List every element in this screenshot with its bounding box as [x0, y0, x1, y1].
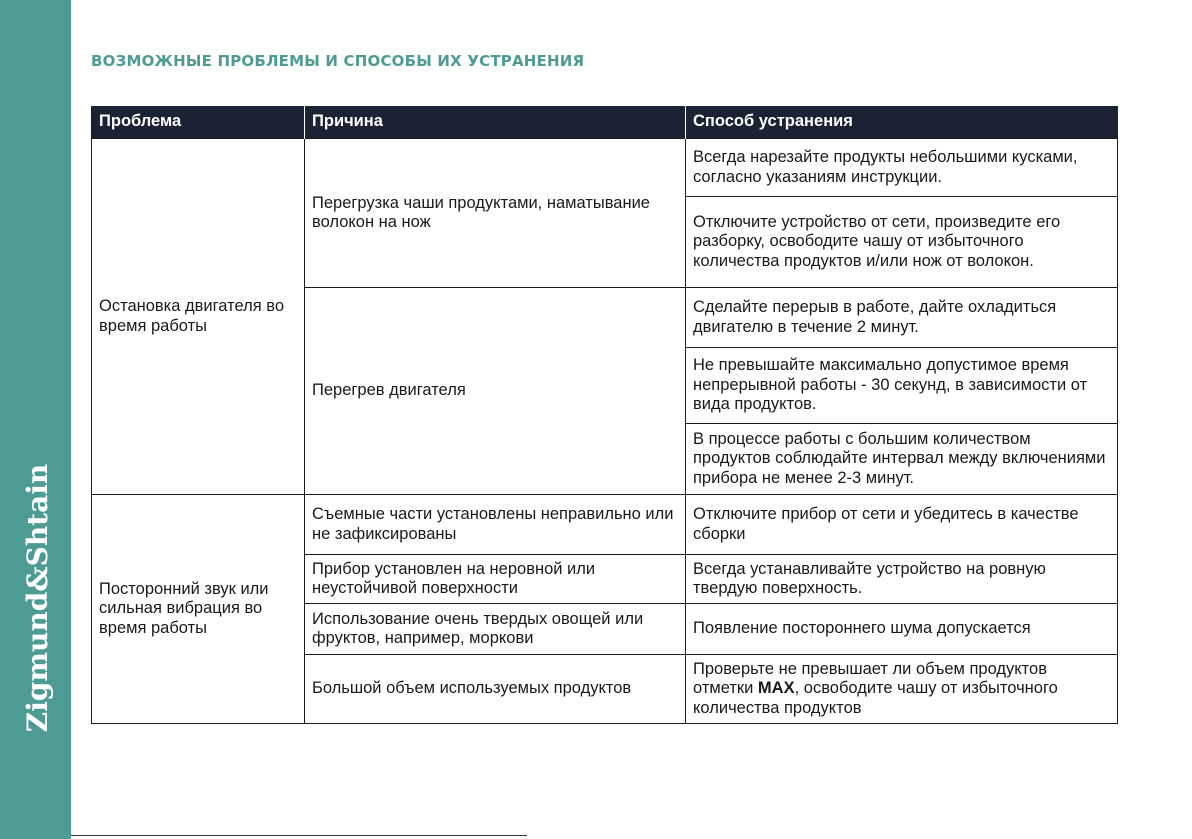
- solution-cell: [686, 655, 1118, 724]
- max-mark-label: MAX: [757, 679, 795, 698]
- solution-cell: Сделайте перерыв в работе, дайте охладиться двигателю в течение 2 минут.: [686, 288, 1118, 348]
- solution-cell: Отключите прибор от сети и убедитесь в качестве сборки: [686, 495, 1118, 555]
- cause-cell: Большой объем используемых продуктов: [305, 655, 686, 724]
- header-cause: Причина: [305, 106, 686, 139]
- brand-logo: [0, 0, 71, 839]
- cause-cell: Съемные части установлены неправильно или не зафиксированы: [305, 495, 686, 555]
- side-band: [0, 0, 71, 839]
- solution-text-after: , освободите чашу от избыточного количества продуктов: [693, 679, 1058, 717]
- solution-cell: Отключите устройство от сети, произведите его разборку, освободите чашу от избыточного количества продуктов и/или нож от волокон.: [686, 197, 1118, 288]
- solution-text-before: Проверьте не превышает ли объем продуктов отметки: [693, 659, 1048, 698]
- table-row: [92, 495, 1118, 555]
- cause-cell: Перегрев двигателя: [305, 288, 686, 495]
- brand-logo-text: Zigmund&Shtain: [21, 463, 54, 733]
- footer-rule: [71, 835, 527, 836]
- solution-cell: Всегда нарезайте продукты небольшими кусками, согласно указаниям инструкции.: [686, 139, 1118, 197]
- cause-cell: Прибор установлен на неровной или неустойчивой поверхности: [305, 555, 686, 604]
- cause-cell: Использование очень твердых овощей или фруктов, например, моркови: [305, 604, 686, 655]
- problem-cell: Остановка двигателя во время работы: [92, 139, 305, 495]
- page-title: ВОЗМОЖНЫЕ ПРОБЛЕМЫ И СПОСОБЫ ИХ УСТРАНЕНИЯ: [91, 52, 585, 70]
- solution-cell: Всегда устанавливайте устройство на ровную твердую поверхность.: [686, 555, 1118, 604]
- cause-cell: Перегрузка чаши продуктами, наматывание волокон на нож: [305, 139, 686, 288]
- header-solution: Способ устранения: [686, 106, 1118, 139]
- troubleshooting-table: [91, 106, 1118, 724]
- table-row: [92, 139, 1118, 197]
- solution-cell: В процессе работы с большим количеством продуктов соблюдайте интервал между включениями прибора не менее 2-3 минут.: [686, 424, 1118, 495]
- header-row: [92, 106, 1118, 139]
- solution-cell: Не превышайте максимально допустимое время непрерывной работы - 30 секунд, в зависимости от вида продуктов.: [686, 348, 1118, 424]
- header-problem: Проблема: [92, 106, 305, 139]
- problem-cell: Посторонний звук или сильная вибрация во время работы: [92, 495, 305, 724]
- solution-cell: Появление постороннего шума допускается: [686, 604, 1118, 655]
